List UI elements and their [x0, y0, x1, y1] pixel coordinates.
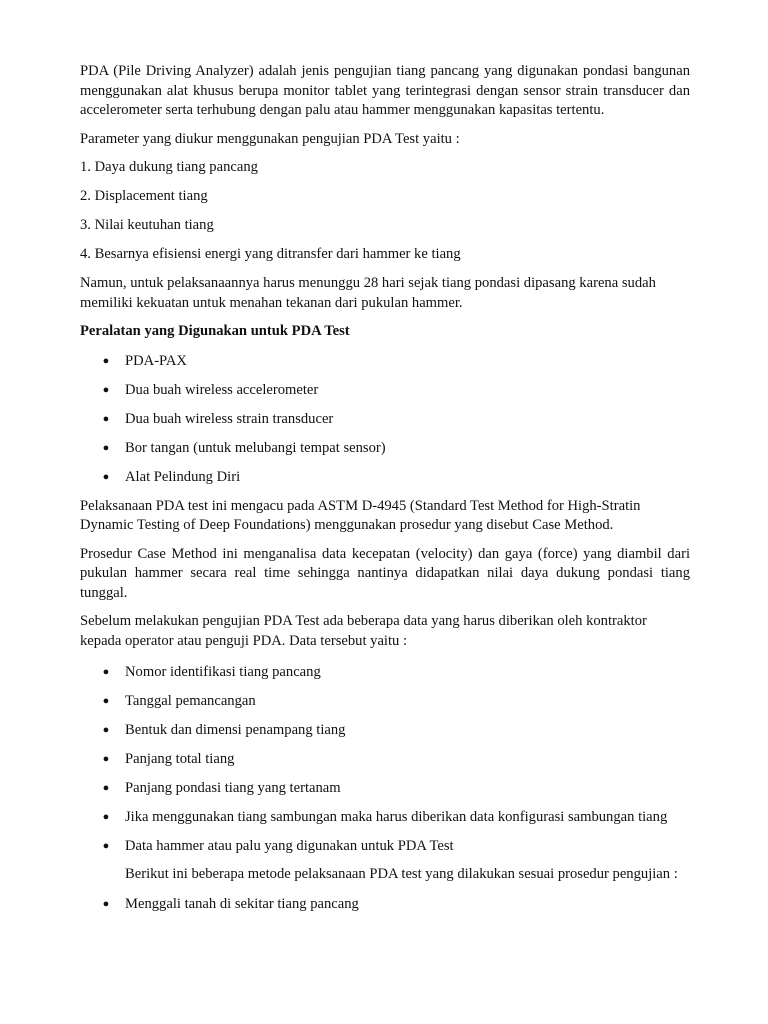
parameter-item: 4. Besarnya efisiensi energi yang ditransfer dari hammer ke tiang: [80, 246, 461, 262]
timing-paragraph: Namun, untuk pelaksanaannya harus menunggu 28 hari sejak tiang pondasi dipasang karena sudah memiliki kekuatan untuk menahan tekanan dari pukulan hammer.: [80, 275, 656, 311]
bullet-icon: ●: [102, 753, 110, 765]
list-item-text: Data hammer atau palu yang digunakan untuk PDA Test: [125, 838, 454, 854]
list-item: [80, 779, 690, 799]
list-item-text: Dua buah wireless strain transducer: [125, 410, 334, 427]
parameter-item: 1. Daya dukung tiang pancang: [80, 159, 258, 175]
list-item: [80, 663, 690, 683]
contractor-data-list: [80, 663, 690, 857]
bullet-icon: ●: [102, 724, 110, 736]
bullet-icon: ●: [102, 441, 110, 454]
list-item: [80, 410, 690, 430]
bullet-icon: ●: [102, 811, 110, 823]
bullet-icon: ●: [102, 383, 110, 396]
case-method-paragraph: Prosedur Case Method ini menganalisa data kecepatan (velocity) dan gaya (force) yang diambil dari pukulan hammer secara real time sehingga nantinya didapatkan nilai daya dukung pondasi tiang tunggal.: [80, 545, 690, 601]
list-item: [80, 692, 690, 712]
bullet-icon: ●: [102, 412, 110, 425]
list-item-text: Dua buah wireless accelerometer: [125, 381, 319, 398]
bullet-icon: ●: [102, 354, 110, 367]
document-page: [80, 62, 690, 924]
list-item-text: Panjang pondasi tiang yang tertanam: [125, 780, 341, 796]
bullet-icon: ●: [102, 782, 110, 794]
list-item: [80, 721, 690, 741]
methods-list: [80, 895, 690, 915]
list-item-text: Menggali tanah di sekitar tiang pancang: [125, 896, 359, 912]
list-item-text: Panjang total tiang: [125, 751, 235, 767]
list-item-text: Alat Pelindung Diri: [125, 468, 241, 485]
parameter-item: 2. Displacement tiang: [80, 188, 208, 204]
list-item: [80, 808, 690, 828]
parameter-item: 3. Nilai keutuhan tiang: [80, 217, 214, 233]
list-item: [80, 439, 690, 459]
list-item: [80, 381, 690, 401]
intro-paragraph: PDA (Pile Driving Analyzer) adalah jenis pengujian tiang pancang yang digunakan pondasi bangunan menggunakan alat khusus berupa monitor tablet yang terintegrasi dengan sensor strain transducer dan accelerometer serta terhubung dengan palu atau hammer menggunakan kapasitas tertentu.: [80, 63, 690, 118]
parameter-intro: Parameter yang diukur menggunakan pengujian PDA Test yaitu :: [80, 130, 460, 147]
bullet-icon: ●: [102, 840, 110, 852]
list-item-text: Bor tangan (untuk melubangi tempat sensor): [125, 439, 386, 456]
list-item: [80, 837, 690, 857]
methods-intro: Berikut ini beberapa metode pelaksanaan PDA test yang dilakukan sesuai prosedur pengujian :: [125, 865, 678, 882]
list-item: [80, 750, 690, 770]
contractor-data-paragraph: Sebelum melakukan pengujian PDA Test ada beberapa data yang harus diberikan oleh kontraktor kepada operator atau penguji PDA. Data tersebut yaitu :: [80, 613, 647, 649]
equipment-list: [80, 352, 690, 488]
list-item-text: Bentuk dan dimensi penampang tiang: [125, 722, 346, 738]
bullet-icon: ●: [102, 695, 110, 707]
bullet-icon: ●: [102, 470, 110, 483]
bullet-icon: ●: [102, 898, 110, 910]
list-item-text: Nomor identifikasi tiang pancang: [125, 664, 321, 680]
list-item-text: PDA-PAX: [125, 352, 187, 369]
list-item-text: Jika menggunakan tiang sambungan maka harus diberikan data konfigurasi sambungan tiang: [125, 809, 668, 825]
equipment-heading: Peralatan yang Digunakan untuk PDA Test: [80, 323, 350, 339]
list-item: [80, 352, 690, 372]
list-item: [80, 468, 690, 488]
bullet-icon: ●: [102, 666, 110, 678]
list-item-text: Tanggal pemancangan: [125, 693, 256, 709]
list-item: [80, 895, 690, 915]
astm-paragraph: Pelaksanaan PDA test ini mengacu pada ASTM D-4945 (Standard Test Method for High-Stratin Dynamic Testing of Deep Foundations) menggunakan prosedur yang disebut Case Method.: [80, 497, 641, 533]
